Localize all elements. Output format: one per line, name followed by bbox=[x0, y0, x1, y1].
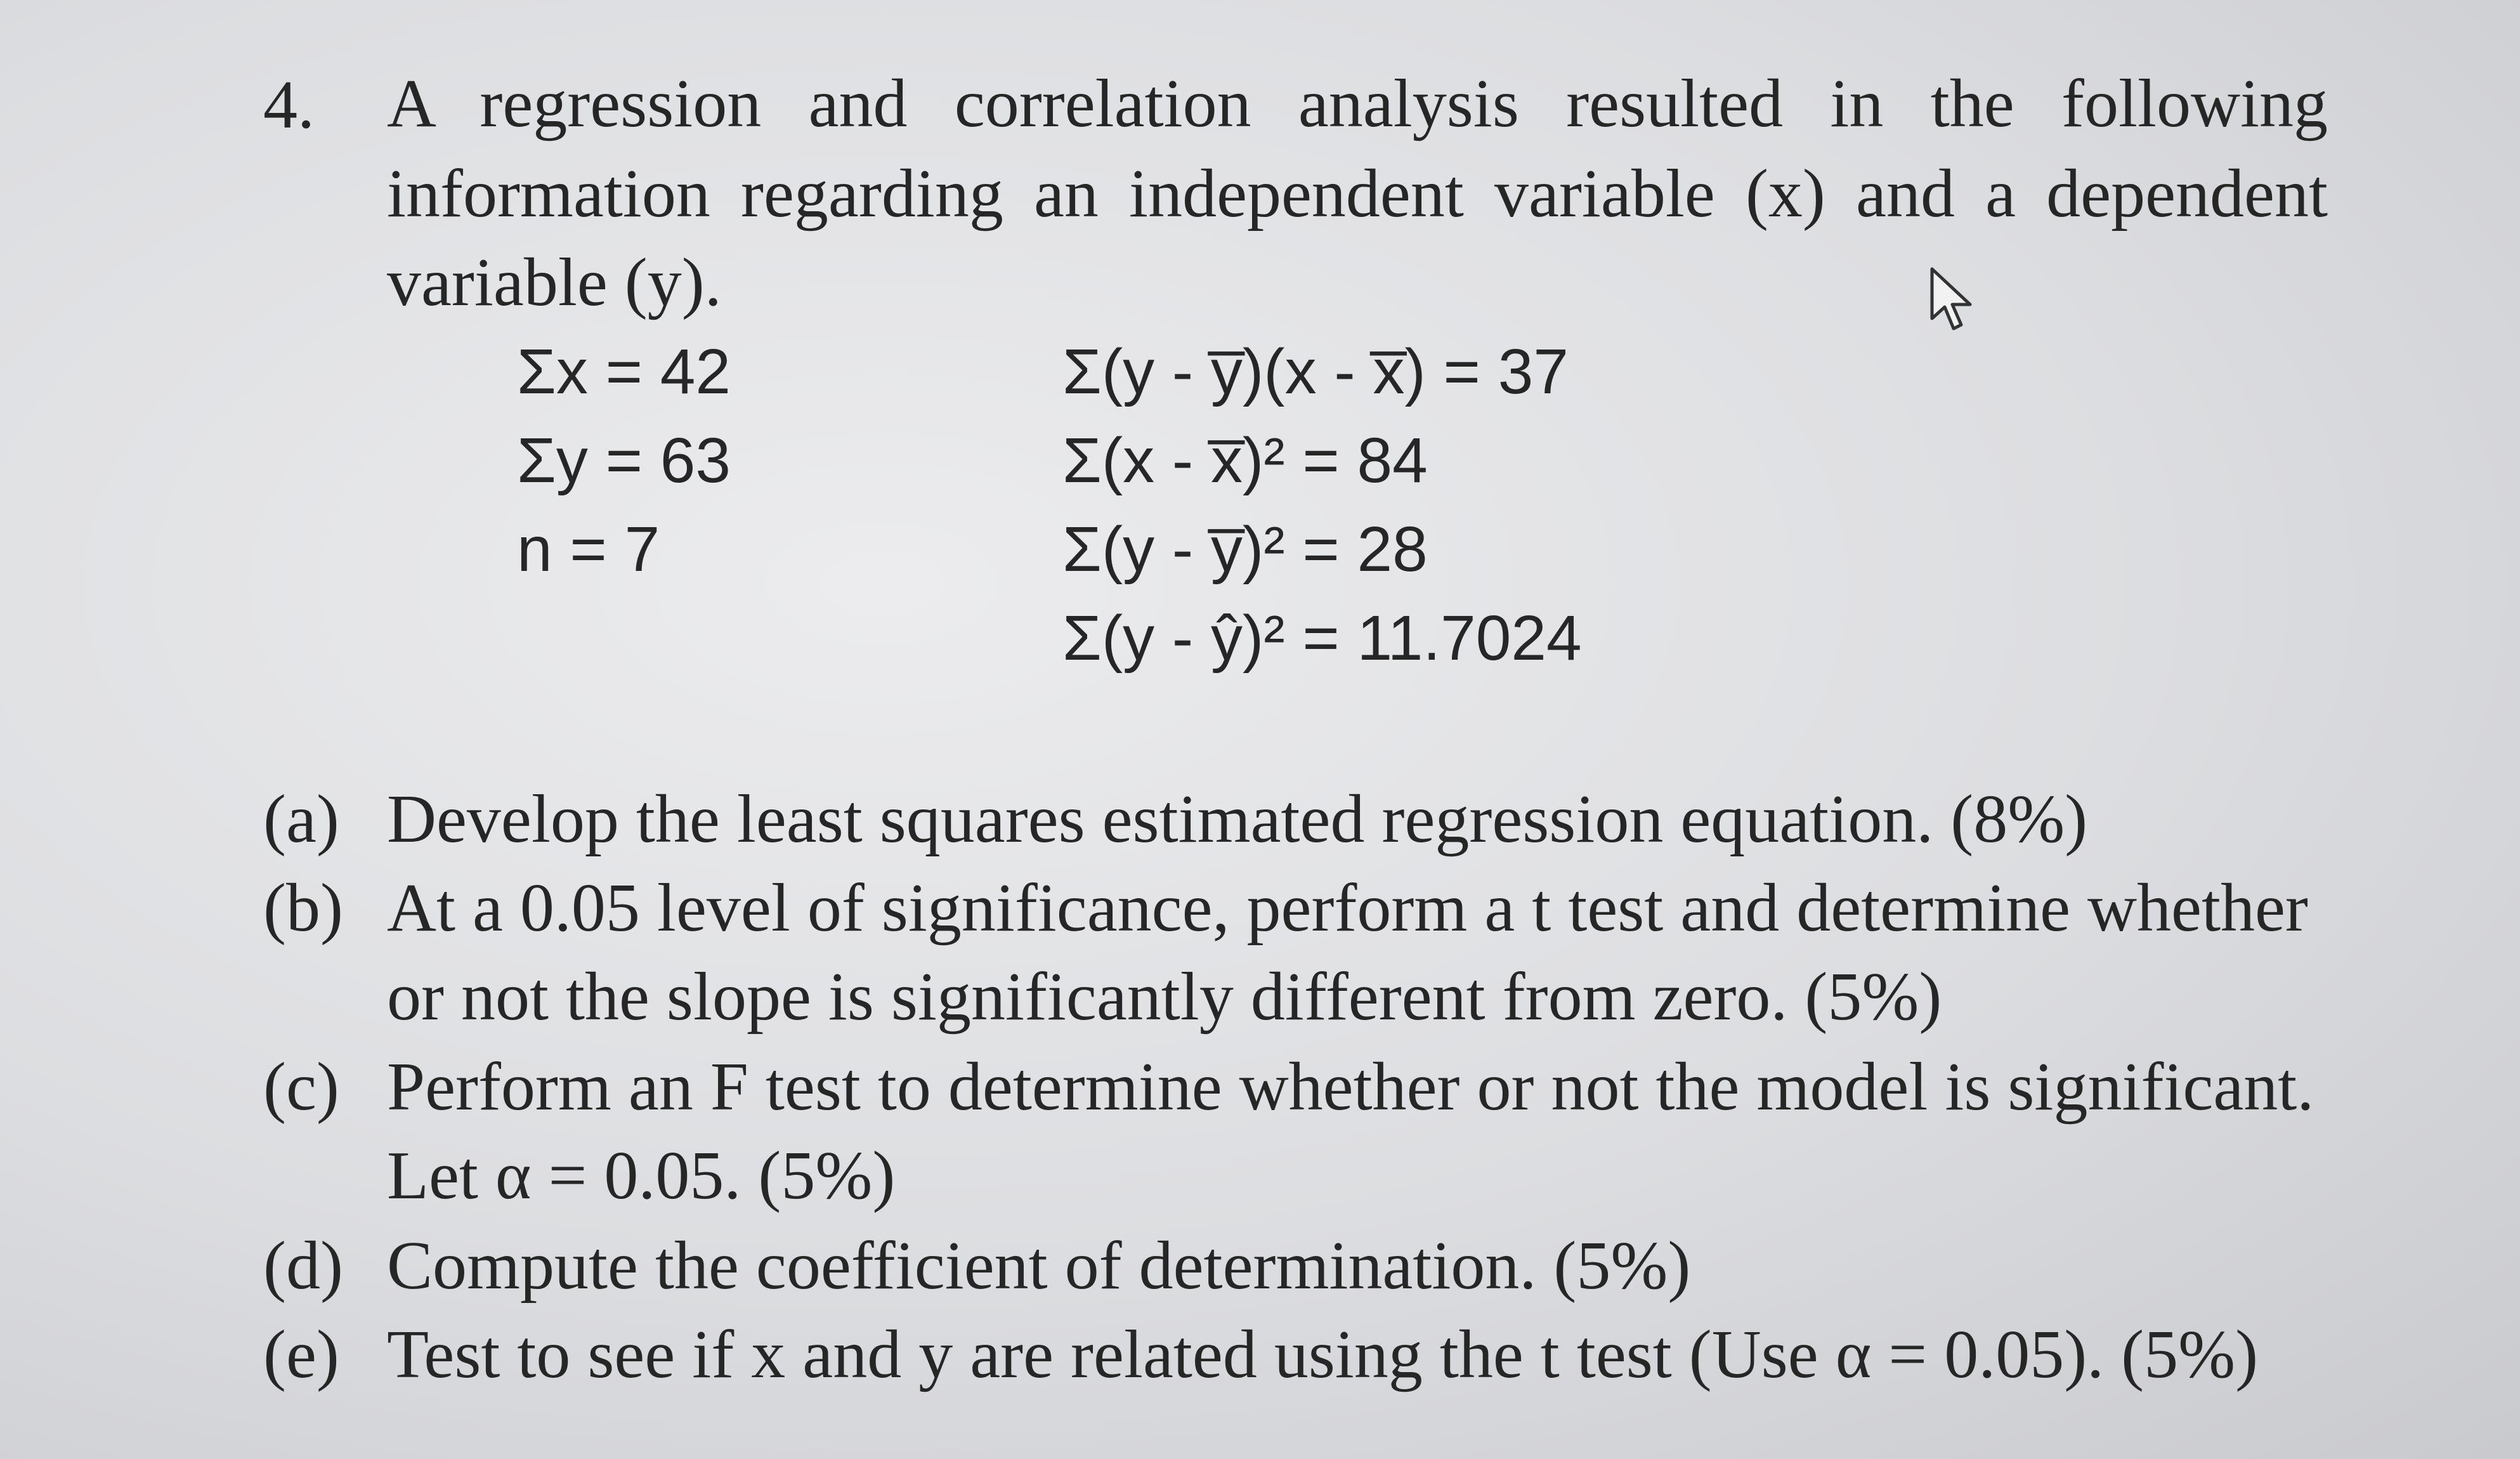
part-b-line-1: At a 0.05 level of significance, perform a t test and determine whether bbox=[387, 870, 2308, 946]
given-ssx: Σ(x - x̅)² = 84 bbox=[1062, 425, 1428, 496]
part-e-label: (e) bbox=[263, 1317, 339, 1392]
given-n: n = 7 bbox=[517, 514, 660, 585]
mouse-pointer-icon bbox=[1928, 265, 1979, 335]
part-b-line-2: or not the slope is significantly different from zero. (5%) bbox=[387, 959, 1942, 1035]
given-sum-x: Σx = 42 bbox=[517, 336, 731, 407]
part-d-line-1: Compute the coefficient of determination. (5%) bbox=[387, 1228, 1691, 1304]
part-a-line-1: Develop the least squares estimated regression equation. (8%) bbox=[387, 782, 2088, 857]
intro-line-3: variable (y). bbox=[387, 245, 722, 320]
given-sse: Σ(y - ŷ)² = 11.7024 bbox=[1062, 603, 1582, 674]
part-d-label: (d) bbox=[263, 1228, 343, 1304]
intro-line-2: information regarding an independent variable (x) and a dependent bbox=[387, 156, 2328, 232]
given-sum-products: Σ(y - y̅)(x - x̅) = 37 bbox=[1062, 336, 1569, 407]
intro-line-1: A regression and correlation analysis resulted in the following bbox=[387, 66, 2328, 141]
part-c-line-1: Perform an F test to determine whether or not the model is significant. bbox=[387, 1049, 2314, 1125]
part-b-label: (b) bbox=[263, 870, 343, 946]
part-a-label: (a) bbox=[263, 782, 339, 857]
given-sum-y: Σy = 63 bbox=[517, 425, 731, 496]
part-c-line-2: Let α = 0.05. (5%) bbox=[387, 1138, 896, 1214]
given-sst: Σ(y - y̅)² = 28 bbox=[1062, 514, 1428, 585]
part-e-line-1: Test to see if x and y are related using the t test (Use α = 0.05). (5%) bbox=[387, 1317, 2259, 1392]
part-c-label: (c) bbox=[263, 1049, 339, 1125]
problem-number: 4. bbox=[263, 67, 315, 143]
